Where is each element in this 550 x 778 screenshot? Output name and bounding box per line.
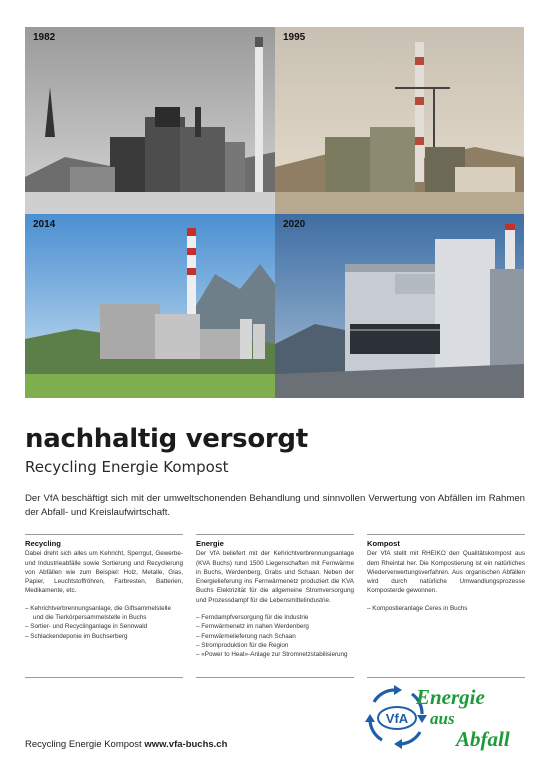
- vfa-logo: [364, 684, 528, 756]
- logo-word-energie: Energie: [416, 685, 485, 709]
- column-kompost: [367, 534, 525, 613]
- headline: nachhaltig versorgt: [25, 424, 308, 454]
- column-text: Der VfA stellt mit RHEIKO den Qualitätskompost aus dem Rheintal her. Die Kompostierung ist ein natürliches Wiederverwertungsverfahren. Aus organischen Abfällen wird durch natürliche Umwandlungsprozesse Komposterde gewonnen.: [367, 550, 525, 595]
- list-item: – Schlackendeponie im Buchserberg: [25, 632, 128, 640]
- plant-1995-image: [275, 27, 524, 214]
- list-item: – Kompostieranlage Ceres in Buchs: [367, 604, 468, 612]
- website-link[interactable]: www.vfa-buchs.ch: [144, 739, 228, 750]
- divider: [25, 677, 183, 678]
- photo-grid: [25, 27, 524, 398]
- year-label: 2020: [283, 219, 306, 230]
- divider: [196, 677, 354, 678]
- photo-2020: [275, 214, 524, 398]
- logo-badge: VfA: [385, 711, 409, 726]
- year-label: 1995: [283, 32, 306, 43]
- year-label: 2014: [33, 219, 56, 230]
- list-item: – Kehrichtverbrennungsanlage, die Giftsammelstelle und die Tierkörpersammelstelle in Buchs: [25, 604, 171, 622]
- intro-text: Der VfA beschäftigt sich mit der umweltschonenden Behandlung und sinnvollen Verwertung von Abfällen im Rahmen der Abfall- und Kreislaufwirtschaft.: [25, 493, 525, 518]
- list-item: – Stromproduktion für die Region: [196, 641, 289, 649]
- column-text: Der VfA beliefert mit der Kehrichtverbrennungsanlage (KVA Buchs) rund 1500 Liegenschaften mit Fernwärme in Buchs, Werdenberg, Grabs und Schaan. Neben der Energielieferung ins Fernwärmenetz produziert die KVA Buchs Elektrizität für die allgemeine Stromversorgung und Prozessdampf für die Lebensmittelindustrie.: [196, 550, 354, 604]
- column-energie: [196, 534, 354, 660]
- year-label: 1982: [33, 32, 56, 43]
- facility-list: [196, 613, 354, 659]
- column-title: Energie: [196, 539, 224, 548]
- logo-word-abfall: Abfall: [456, 727, 510, 751]
- logo-word-aus: aus: [430, 709, 455, 728]
- plant-1982-image: [25, 27, 275, 214]
- list-item: – Ferndampfversorgung für die Industrie: [196, 614, 309, 622]
- footer-tagline: Recycling Energie Kompost: [25, 739, 142, 750]
- photo-1995: [275, 27, 524, 214]
- column-title: Kompost: [367, 539, 400, 548]
- facility-list: [367, 604, 525, 613]
- column-recycling: [25, 534, 183, 641]
- photo-1982: [25, 27, 275, 214]
- footer: [25, 739, 227, 750]
- facility-list: [25, 604, 183, 641]
- subheadline: Recycling Energie Kompost: [25, 458, 229, 476]
- list-item: – Fernwärmenetz im nahen Werdenberg: [196, 623, 309, 631]
- divider: [367, 677, 525, 678]
- list-item: – «Power to Heat»-Anlage zur Stromnetzstabilisierung: [196, 651, 348, 659]
- column-title: Recycling: [25, 539, 61, 548]
- list-item: – Sortier- und Recyclinganlage in Sennwald: [25, 623, 148, 631]
- photo-2014: [25, 214, 275, 398]
- column-text: Dabei dreht sich alles um Kehricht, Sperrgut, Gewerbe- und Industrieabfälle sowie Sortierung und Recyclierung von Abfällen wie zum Beispiel: Holz, Metalle, Glas, Papier, Leuchtstoffröhren, Farbresten, Batterien, Medikamente, etc.: [25, 550, 183, 595]
- list-item: – Fernwärmelieferung nach Schaan: [196, 632, 296, 640]
- plant-2014-image: [25, 214, 275, 398]
- plant-2020-image: [275, 214, 524, 398]
